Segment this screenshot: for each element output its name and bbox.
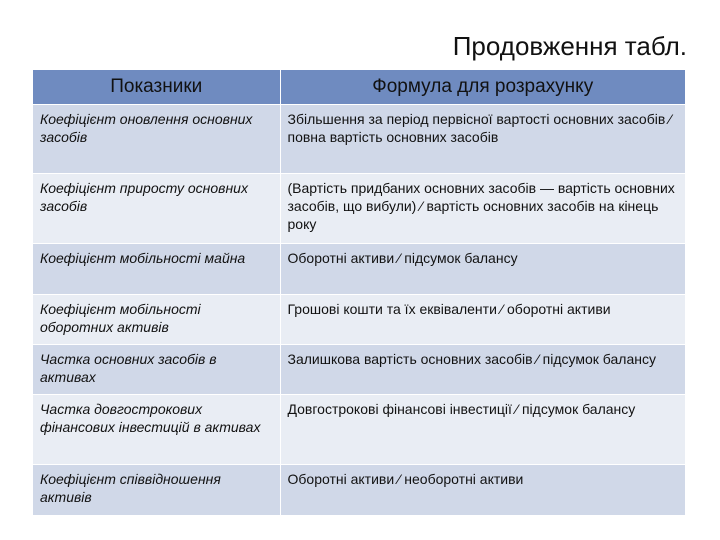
- indicator-cell: Коефіцієнт мобільності оборотних активів: [33, 295, 280, 345]
- indicator-cell: Частка основних засобів в активах: [33, 345, 280, 395]
- table-row: [33, 295, 685, 345]
- table-header-row: [33, 70, 685, 105]
- formula-cell: Збільшення за період первісної вартості основних засобів ⁄ повна вартість основних засобів: [280, 105, 685, 174]
- formula-cell: Залишкова вартість основних засобів ⁄ підсумок балансу: [280, 345, 685, 395]
- formula-cell: Грошові кошти та їх еквіваленти ⁄ оборотні активи: [280, 295, 685, 345]
- header-formula: Формула для розрахунку: [280, 70, 685, 105]
- indicator-cell: Коефіцієнт мобільності майна: [33, 244, 280, 295]
- formula-cell: Довгострокові фінансові інвестиції ⁄ підсумок балансу: [280, 395, 685, 465]
- indicators-table: [33, 70, 685, 515]
- indicator-cell: Коефіцієнт приросту основних засобів: [33, 174, 280, 244]
- formula-cell: Оборотні активи ⁄ необоротні активи: [280, 465, 685, 515]
- formula-cell: Оборотні активи ⁄ підсумок балансу: [280, 244, 685, 295]
- table-row: [33, 105, 685, 174]
- table-row: [33, 174, 685, 244]
- table-row: [33, 345, 685, 395]
- table-row: [33, 465, 685, 515]
- table-row: [33, 395, 685, 465]
- header-indicators: Показники: [33, 70, 280, 105]
- page-title: Продовження табл.: [452, 31, 687, 61]
- indicator-cell: Частка довгострокових фінансових інвестицій в активах: [33, 395, 280, 465]
- indicator-cell: Коефіцієнт співвідношення активів: [33, 465, 280, 515]
- formula-cell: (Вартість придбаних основних засобів — вартість основних засобів, що вибули) ⁄ вартість основних засобів на кінець року: [280, 174, 685, 244]
- table-row: [33, 244, 685, 295]
- indicator-cell: Коефіцієнт оновлення основних засобів: [33, 105, 280, 174]
